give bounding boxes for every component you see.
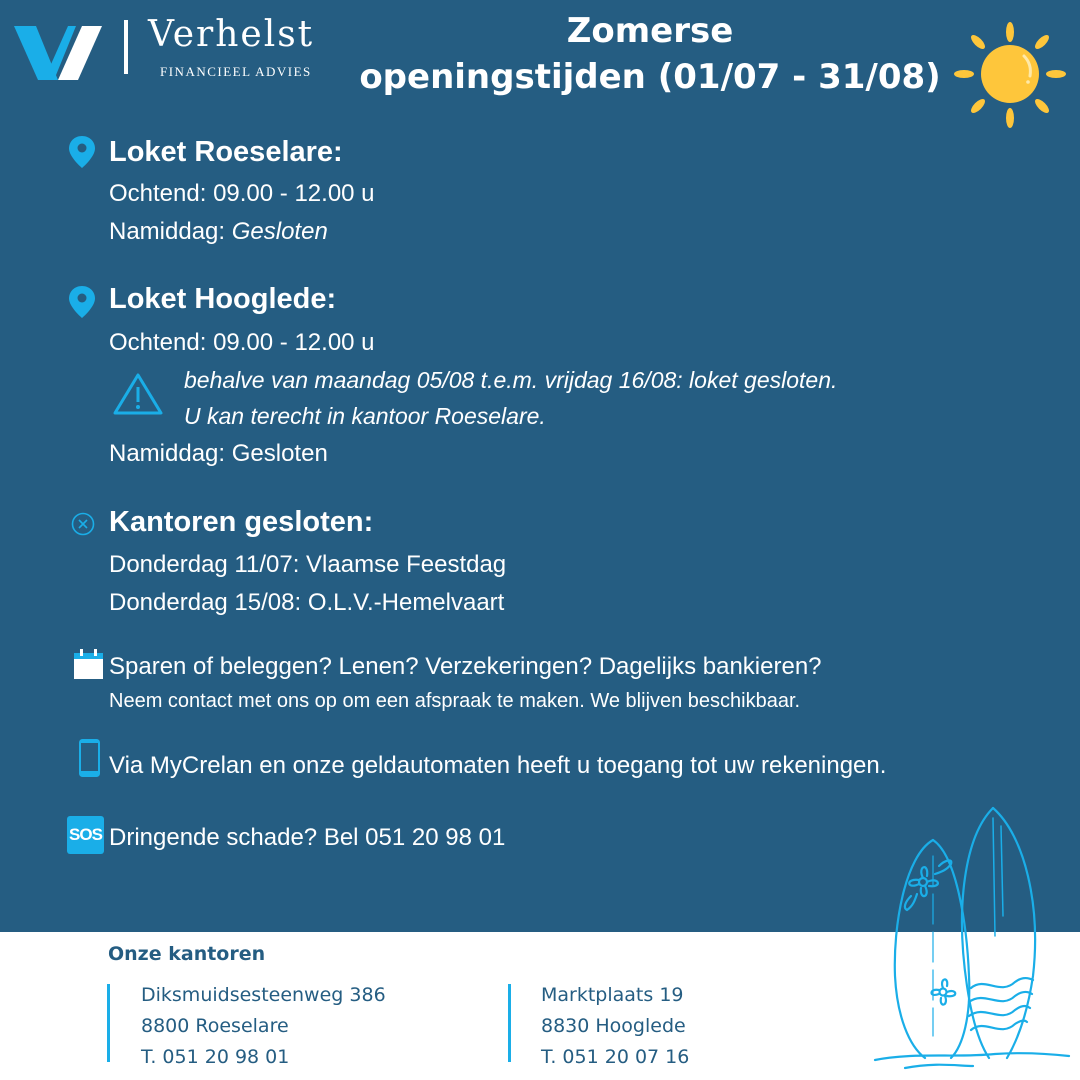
hooglede-morning-hours: Ochtend: 09.00 - 12.00 u: [109, 329, 375, 356]
roeselare-morning-hours: Ochtend: 09.00 - 12.00 u: [109, 180, 375, 207]
brand-name: Verhelst: [148, 14, 315, 55]
hooglede-afternoon-hours: Namiddag: Gesloten: [109, 440, 328, 467]
sos-icon: SOS: [67, 816, 104, 854]
map-pin-icon: [69, 286, 95, 318]
logo-divider: [124, 20, 128, 74]
closed-day: Donderdag 15/08: O.L.V.-Hemelvaart: [109, 589, 505, 616]
logo-mark-icon: [14, 24, 110, 82]
brand-logo: [14, 14, 334, 80]
office-street: Diksmuidsesteenweg 386: [141, 984, 386, 1006]
section-heading-hooglede: Loket Hooglede:: [109, 283, 337, 315]
office-hooglede: [541, 980, 689, 1073]
address-divider: [107, 984, 110, 1062]
appointment-line-2: Neem contact met ons op om een afspraak te maken. We blijven beschikbaar.: [109, 690, 801, 712]
roeselare-afternoon-hours: [109, 218, 328, 246]
office-city: 8830 Hooglede: [541, 1015, 686, 1037]
closed-day: Donderdag 11/07: Vlaamse Feestdag: [109, 551, 507, 578]
section-heading-roeselare: Loket Roeselare:: [109, 136, 343, 168]
smartphone-icon: [79, 739, 100, 777]
title-line-2: openingstijden (01/07 - 31/08): [359, 57, 941, 97]
office-city: 8800 Roeselare: [141, 1015, 289, 1037]
office-street: Marktplaats 19: [541, 984, 684, 1006]
afternoon-value: Gesloten: [231, 218, 328, 245]
afternoon-label: Namiddag:: [109, 218, 232, 245]
appointment-line-1: Sparen of beleggen? Lenen? Verzekeringen? Dagelijks bankieren?: [109, 653, 822, 680]
office-roeselare: [141, 980, 386, 1073]
circle-x-icon: [71, 512, 95, 536]
section-heading-closed: Kantoren gesloten:: [109, 506, 374, 538]
map-pin-icon: [69, 136, 95, 168]
address-divider: [508, 984, 511, 1062]
office-phone[interactable]: T. 051 20 07 16: [541, 1046, 690, 1068]
page-title: [340, 8, 960, 100]
hooglede-warning-line-1: behalve van maandag 05/08 t.e.m. vrijdag 16/08: loket gesloten.: [184, 367, 838, 393]
title-line-1: Zomerse: [566, 11, 734, 51]
emergency-text: Dringende schade? Bel 051 20 98 01: [109, 824, 506, 851]
office-phone[interactable]: T. 051 20 98 01: [141, 1046, 290, 1068]
sun-icon: [948, 14, 1068, 132]
surfboards-illustration: [855, 796, 1080, 1080]
calendar-icon: [74, 649, 103, 679]
offices-title: Onze kantoren: [108, 943, 266, 965]
hooglede-warning-line-2: U kan terecht in kantoor Roeselare.: [184, 403, 546, 429]
warning-triangle-icon: [112, 372, 164, 416]
brand-tagline: FINANCIEEL ADVIES: [160, 64, 312, 79]
mobile-banking-text: Via MyCrelan en onze geldautomaten heeft u toegang tot uw rekeningen.: [109, 752, 887, 779]
